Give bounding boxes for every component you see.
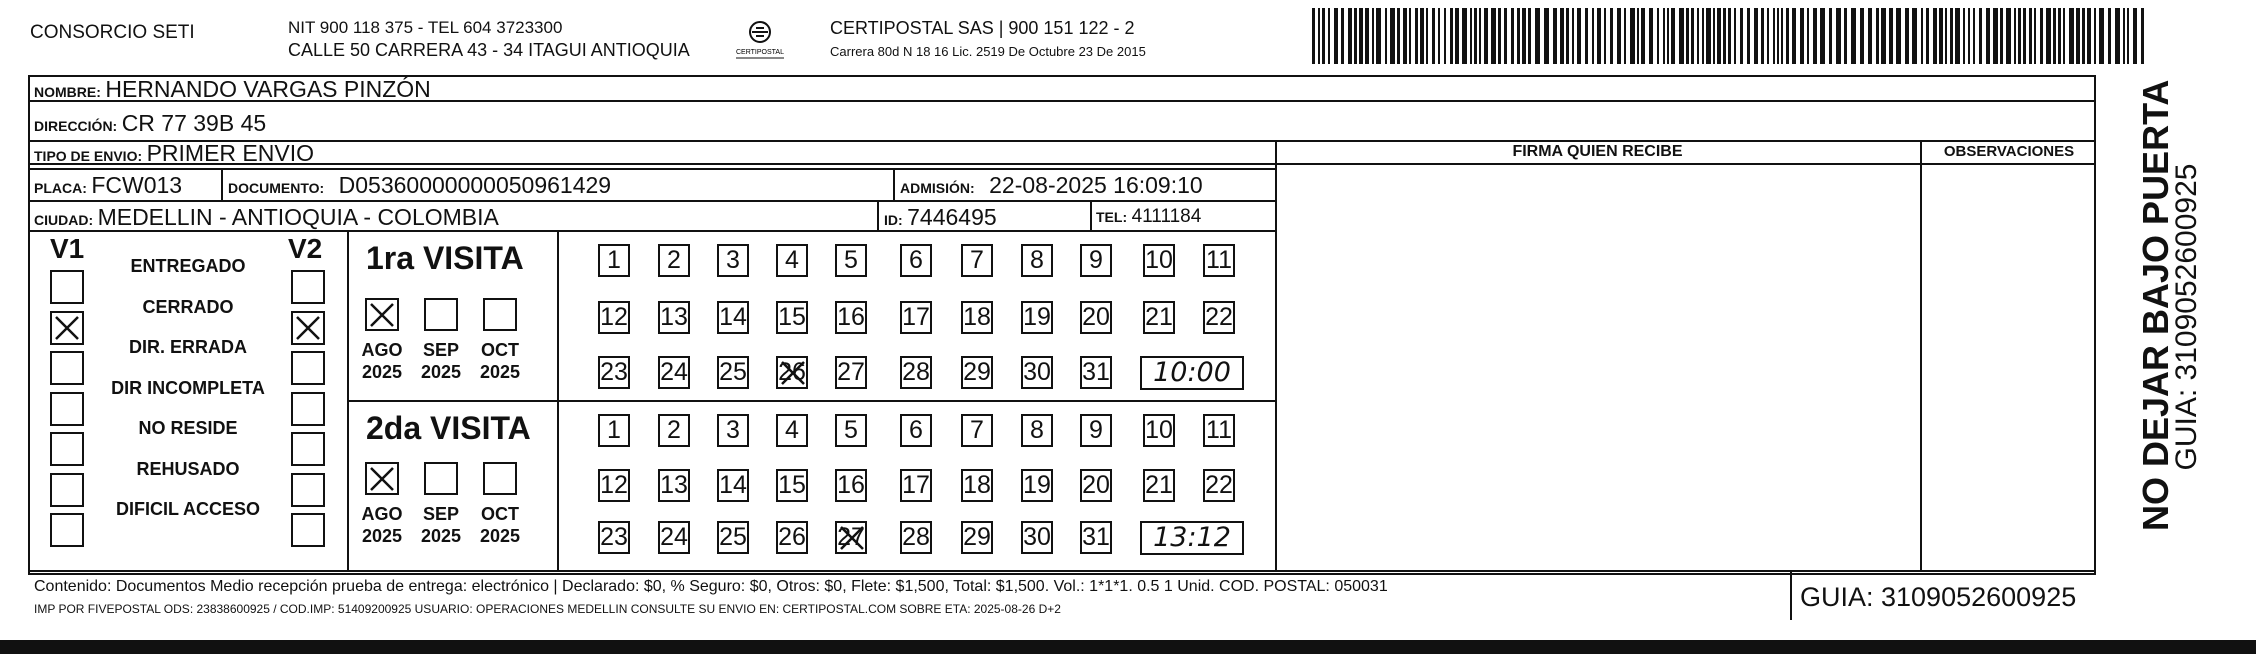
admision-label: ADMISIÓN: — [900, 180, 975, 196]
id-field — [884, 204, 997, 231]
month-label: AGO — [361, 340, 403, 360]
day-mark-icon — [778, 358, 808, 395]
status-label: CERRADO — [142, 297, 234, 317]
status-label: DIFICIL ACCESO — [115, 499, 260, 519]
nombre-value: HERNANDO VARGAS PINZÓN — [105, 76, 431, 102]
direccion-value: CR 77 39B 45 — [121, 110, 267, 136]
company-address: CALLE 50 CARRERA 43 - 34 ITAGUI ANTIOQUIA — [288, 40, 690, 60]
day-box[interactable]: 28 — [900, 356, 932, 389]
id-value: 7446495 — [907, 204, 997, 230]
courier-address: Carrera 80d N 18 16 Lic. 2519 De Octubre 23 De 2015 — [830, 44, 1146, 59]
nombre-label: NOMBRE: — [34, 84, 101, 100]
status-v1-checkbox[interactable] — [50, 513, 84, 547]
day-box[interactable]: 29 — [961, 521, 993, 554]
day-box[interactable]: 12 — [598, 469, 630, 502]
day-box[interactable]: 21 — [1143, 301, 1175, 334]
day-box[interactable]: 27 — [835, 521, 867, 554]
day-box[interactable]: 22 — [1203, 301, 1235, 334]
status-label: DIR. ERRADA — [128, 337, 247, 357]
status-v2-checkbox[interactable] — [291, 311, 325, 345]
day-box[interactable]: 9 — [1080, 414, 1112, 447]
certipostal-logo — [728, 18, 792, 62]
day-box[interactable]: 3 — [717, 414, 749, 447]
year-label: 2025 — [420, 526, 462, 546]
tipo-envio-field — [34, 140, 314, 167]
company-name: CONSORCIO SETI — [30, 22, 195, 43]
month-label: OCT — [481, 504, 519, 524]
status-label: DIR INCOMPLETA — [111, 378, 265, 398]
day-box[interactable]: 1 — [598, 244, 630, 277]
imp-text: IMP POR FIVEPOSTAL ODS: 23838600925 / COD.IMP: 51409200925 USUARIO: OPERACIONES MEDELLIN CONSULTE SU ENVIO EN: CERTIPOSTAL.COM SOBRE ETA: 2025-08-26 D+2 — [34, 602, 1061, 616]
day-box[interactable]: 16 — [835, 469, 867, 502]
day-box[interactable]: 6 — [900, 244, 932, 277]
day-box[interactable]: 12 — [598, 301, 630, 334]
day-box[interactable]: 20 — [1080, 301, 1112, 334]
tipo-envio-label: TIPO DE ENVIO: — [34, 148, 143, 164]
tipo-envio-value: PRIMER ENVIO — [146, 140, 314, 166]
documento-value: D05360000000050961429 — [338, 172, 612, 198]
day-box[interactable]: 24 — [658, 356, 690, 389]
day-box[interactable]: 4 — [776, 414, 808, 447]
month-label: OCT — [481, 340, 519, 360]
day-box[interactable]: 26 — [776, 356, 808, 389]
status-v1-checkbox[interactable] — [50, 473, 84, 507]
visit-2-title: 2da VISITA — [366, 410, 531, 446]
ciudad-value: MEDELLIN - ANTIOQUIA - COLOMBIA — [97, 204, 499, 230]
status-label: ENTREGADO — [130, 256, 246, 276]
day-box[interactable]: 6 — [900, 414, 932, 447]
day-box[interactable]: 7 — [961, 244, 993, 277]
day-box[interactable]: 30 — [1021, 356, 1053, 389]
day-box[interactable]: 20 — [1080, 469, 1112, 502]
v1-header: V1 — [50, 233, 85, 264]
status-v2-checkbox[interactable] — [291, 351, 325, 385]
firma-area[interactable] — [1277, 170, 1918, 568]
status-v1-checkbox[interactable] — [50, 392, 84, 426]
day-box[interactable]: 8 — [1021, 414, 1053, 447]
id-label: ID: — [884, 212, 903, 228]
day-box[interactable]: 7 — [961, 414, 993, 447]
month-label: SEP — [422, 504, 460, 524]
no-dejar-warning: NO DEJAR BAJO PUERTA — [2135, 79, 2176, 531]
v2-header: V2 — [288, 233, 323, 264]
month-label: SEP — [422, 340, 460, 360]
status-v1-checkbox[interactable] — [50, 311, 84, 345]
day-box[interactable]: 13 — [658, 301, 690, 334]
status-v1-checkbox[interactable] — [50, 432, 84, 466]
tel-label: TEL: — [1096, 209, 1128, 225]
status-v2-checkbox[interactable] — [291, 270, 325, 304]
month-checkbox[interactable] — [424, 462, 458, 495]
day-box[interactable]: 10 — [1143, 244, 1175, 277]
day-box[interactable]: 8 — [1021, 244, 1053, 277]
day-box[interactable]: 27 — [835, 356, 867, 389]
day-box[interactable]: 28 — [900, 521, 932, 554]
day-box[interactable]: 13 — [658, 469, 690, 502]
status-v2-checkbox[interactable] — [291, 473, 325, 507]
day-box[interactable]: 14 — [717, 301, 749, 334]
day-box[interactable]: 2 — [658, 244, 690, 277]
status-label: NO RESIDE — [138, 418, 238, 438]
day-box[interactable]: 25 — [717, 356, 749, 389]
day-box[interactable]: 11 — [1203, 244, 1235, 277]
day-box[interactable]: 9 — [1080, 244, 1112, 277]
day-box[interactable]: 23 — [598, 521, 630, 554]
documento-label: DOCUMENTO: — [228, 180, 325, 196]
year-label: 2025 — [361, 362, 403, 382]
day-box[interactable]: 18 — [961, 469, 993, 502]
day-box[interactable]: 31 — [1080, 521, 1112, 554]
month-checkbox[interactable] — [424, 298, 458, 331]
year-label: 2025 — [420, 362, 462, 382]
day-box[interactable]: 19 — [1021, 469, 1053, 502]
day-box[interactable]: 22 — [1203, 469, 1235, 502]
svg-text:CERTIPOSTAL: CERTIPOSTAL — [736, 49, 784, 56]
time-box[interactable]: 13:12 — [1140, 521, 1244, 555]
placa-label: PLACA: — [34, 180, 87, 196]
month-checkbox[interactable] — [365, 462, 399, 495]
status-label: REHUSADO — [136, 459, 240, 479]
year-label: 2025 — [361, 526, 403, 546]
day-box[interactable]: 30 — [1021, 521, 1053, 554]
observaciones-area[interactable] — [1922, 170, 2094, 568]
barcode — [1312, 8, 2148, 64]
day-box[interactable]: 14 — [717, 469, 749, 502]
day-box[interactable]: 11 — [1203, 414, 1235, 447]
ciudad-label: CIUDAD: — [34, 212, 94, 228]
tel-value: 4111184 — [1131, 206, 1202, 227]
day-box[interactable]: 5 — [835, 414, 867, 447]
day-box[interactable]: 26 — [776, 521, 808, 554]
courier-name: CERTIPOSTAL SAS | 900 151 122 - 2 — [830, 18, 1135, 38]
day-mark-icon — [837, 523, 867, 560]
day-box[interactable]: 15 — [776, 301, 808, 334]
observaciones-header: OBSERVACIONES — [1943, 143, 2075, 160]
bottom-strip — [0, 640, 2256, 654]
day-box[interactable]: 5 — [835, 244, 867, 277]
contenido-text: Contenido: Documentos Medio recepción prueba de entrega: electrónico | Declarado: $0, % Seguro: $0, Otros: $0, Flete: $1,500, Total: $1,500. Vol.: 1*1*1. 0.5 1 Unid. COD. POSTAL: 050031 — [34, 578, 1388, 595]
year-label: 2025 — [479, 526, 521, 546]
day-box[interactable]: 15 — [776, 469, 808, 502]
tel-field — [1096, 206, 1201, 228]
status-v1-checkbox[interactable] — [50, 351, 84, 385]
status-v2-checkbox[interactable] — [291, 432, 325, 466]
company-nit: NIT 900 118 375 - TEL 604 3723300 — [288, 18, 563, 37]
status-v1-checkbox[interactable] — [50, 270, 84, 304]
day-box[interactable]: 16 — [835, 301, 867, 334]
day-box[interactable]: 1 — [598, 414, 630, 447]
month-label: AGO — [361, 504, 403, 524]
month-checkbox[interactable] — [483, 462, 517, 495]
side-text — [2106, 79, 2206, 545]
month-checkbox[interactable] — [365, 298, 399, 331]
day-box[interactable]: 23 — [598, 356, 630, 389]
day-box[interactable]: 24 — [658, 521, 690, 554]
month-checkbox[interactable] — [483, 298, 517, 331]
direccion-field — [34, 110, 266, 137]
day-box[interactable]: 29 — [961, 356, 993, 389]
visit-1-title: 1ra VISITA — [366, 240, 524, 276]
status-v2-checkbox[interactable] — [291, 392, 325, 426]
day-box[interactable]: 4 — [776, 244, 808, 277]
side-guia: GUIA: 3109052600925 — [2170, 163, 2203, 471]
time-box[interactable]: 10:00 — [1140, 356, 1244, 390]
firma-header: FIRMA QUIEN RECIBE — [1512, 143, 1683, 160]
day-box[interactable]: 3 — [717, 244, 749, 277]
admision-value: 22-08-2025 16:09:10 — [989, 172, 1203, 198]
year-label: 2025 — [479, 362, 521, 382]
day-box[interactable]: 21 — [1143, 469, 1175, 502]
direccion-label: DIRECCIÓN: — [34, 118, 118, 134]
guia-footer: GUIA: 3109052600925 — [1800, 582, 2077, 612]
day-box[interactable]: 19 — [1021, 301, 1053, 334]
day-box[interactable]: 10 — [1143, 414, 1175, 447]
placa-value: FCW013 — [91, 172, 183, 198]
admision-field — [900, 172, 1203, 199]
day-box[interactable]: 25 — [717, 521, 749, 554]
placa-field — [34, 172, 182, 199]
ciudad-field — [34, 204, 499, 231]
documento-field — [228, 172, 611, 199]
day-box[interactable]: 18 — [961, 301, 993, 334]
day-box[interactable]: 31 — [1080, 356, 1112, 389]
day-box[interactable]: 17 — [900, 301, 932, 334]
day-box[interactable]: 17 — [900, 469, 932, 502]
status-v2-checkbox[interactable] — [291, 513, 325, 547]
nombre-field — [34, 76, 431, 103]
day-box[interactable]: 2 — [658, 414, 690, 447]
